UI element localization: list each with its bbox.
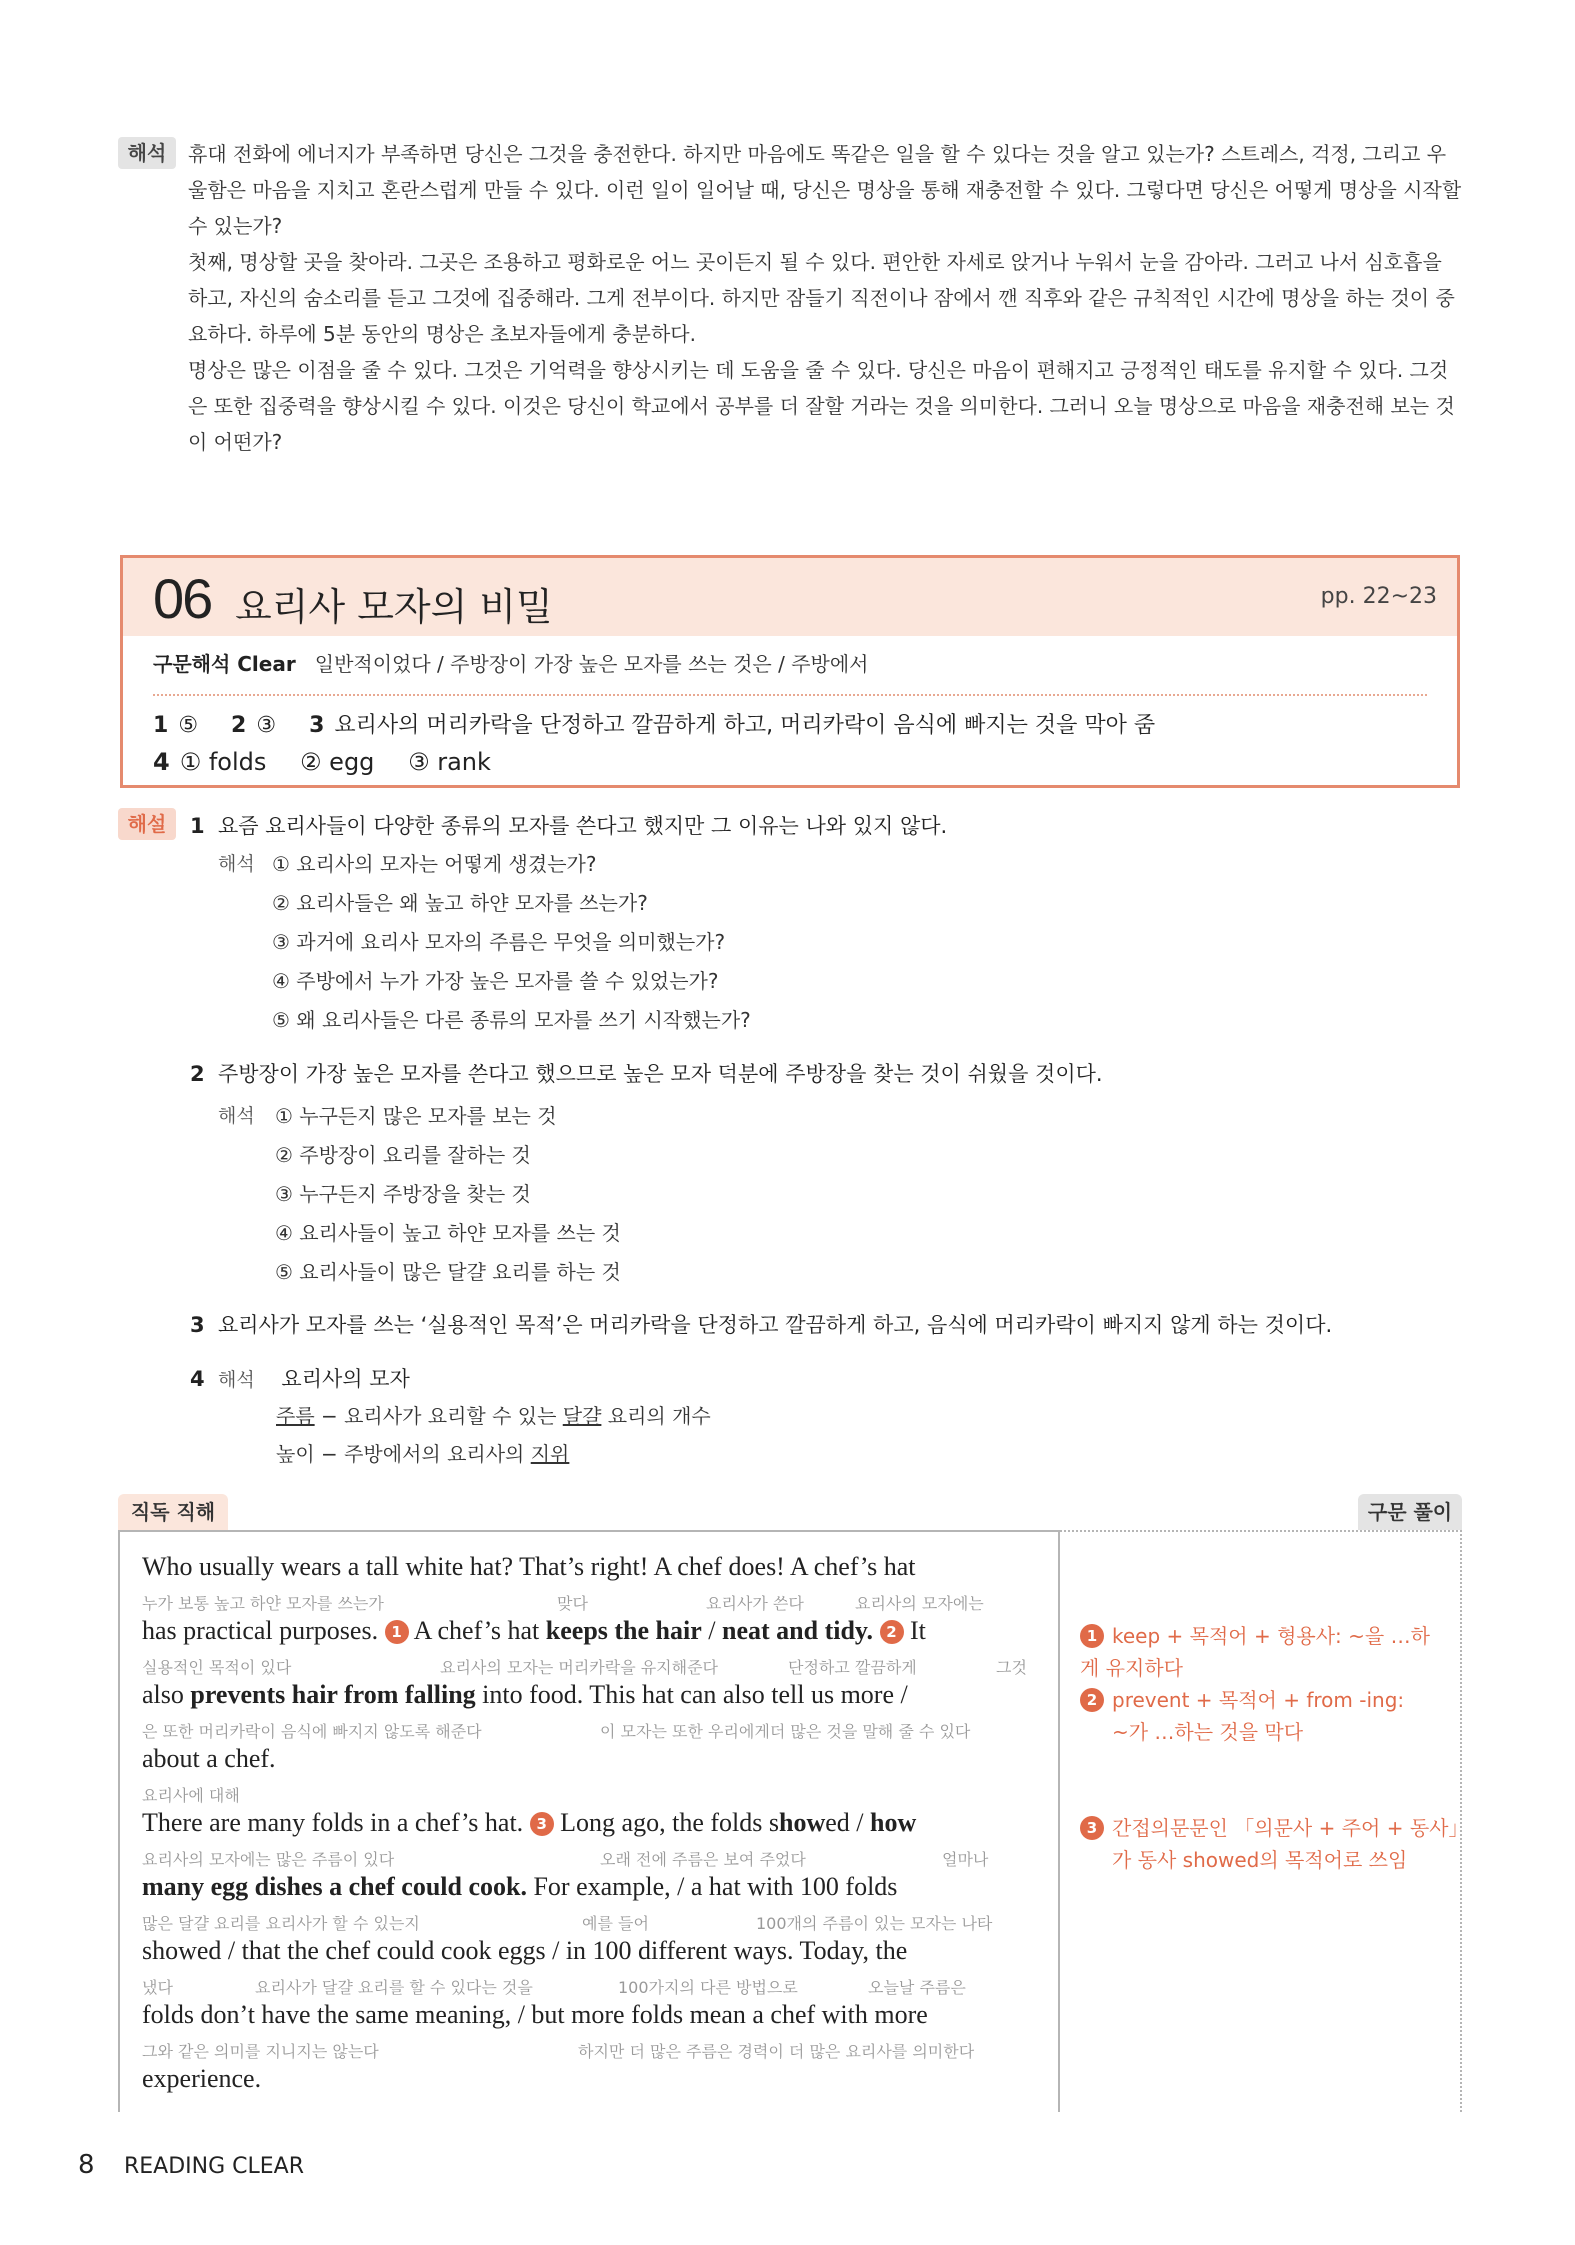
reading-text: experience.: [142, 2064, 262, 2093]
q2-option: ⑤ 요리사들이 많은 달걀 요리를 하는 것: [275, 1260, 621, 1284]
page-number: 8: [78, 2150, 95, 2180]
reading-text: ed /: [825, 1808, 870, 1837]
answer-number: 1: [153, 713, 169, 738]
q2-explanation: [190, 1058, 1103, 1088]
gloss: 요리사의 모자는 머리카락을 유지해준다: [440, 1658, 719, 1677]
q1-explanation: [190, 810, 947, 840]
reading-text: prevents hair from falling: [190, 1680, 476, 1709]
note-marker: 3: [530, 1812, 554, 1836]
answer-value: 요리사의 머리카락을 단정하고 깔끔하게 하고, 머리카락이 음식에 빠지는 것을 막아 줌: [334, 713, 1156, 738]
translation-paragraph: 휴대 전화에 에너지가 부족하면 당신은 그것을 충전한다. 하지만 마음에도 똑같은 일을 할 수 있다는 것을 알고 있는가? 스트레스, 걱정, 그리고 우울함은 마음을 지치고 혼란스럽게 만들 수 있다. 이런 일이 일어날 때, 당신은 명상을 통해 재충전할 수 있다. 그렇다면 당신은 어떻게 명상을 시작할 수 있는가?: [188, 142, 1462, 238]
translation-paragraph: 첫째, 명상할 곳을 찾아라. 그곳은 조용하고 평화로운 어느 곳이든지 될 수 있다. 편안한 자세로 앉거나 누워서 눈을 감아라. 그러고 나서 심호흡을 하고, 자신의 숨소리를 듣고 그것에 집중해라. 그게 전부이다. 하지만 잠들기 직전이나 잠에서 깬 직후와 같은 규칙적인 시간에 명상을 하는 것이 중요하다. 하루에 5분 동안의 명상은 초보자들에게 충분하다.: [188, 250, 1455, 346]
reading-line-9: [142, 2064, 261, 2094]
question-number: 1: [190, 814, 205, 838]
syntax-note-3: [1080, 1812, 1468, 1876]
reading-text: many egg dishes a chef could cook.: [142, 1872, 527, 1901]
reading-text: also: [142, 1680, 191, 1709]
reading-line-7: [142, 1936, 907, 1966]
gloss: 맞다: [557, 1594, 588, 1613]
gloss: 실용적인 목적이 있다: [142, 1658, 292, 1677]
reading-text: There are many folds in a chef’s hat.: [142, 1808, 530, 1837]
answer-number: 3: [309, 713, 325, 738]
q2-option: ② 주방장이 요리를 잘하는 것: [275, 1143, 531, 1167]
translation-label: 해석: [218, 853, 255, 875]
dotted-divider: [153, 694, 1427, 696]
note-text: prevent + 목적어 + from -ing:: [1112, 1688, 1405, 1712]
reading-line-8: [142, 2000, 928, 2030]
answer-value: ② egg: [300, 748, 375, 776]
q1-option: ④ 주방에서 누가 가장 높은 모자를 쓸 수 있었는가?: [272, 969, 719, 993]
question-number: 3: [190, 1313, 205, 1337]
question-text: 요즘 요리사들이 다양한 종류의 모자를 쓴다고 했지만 그 이유는 나와 있지 않다.: [217, 814, 948, 838]
answer-value: ⑤: [178, 713, 199, 738]
gloss: 100가지의 다른 방법으로: [618, 1978, 798, 1997]
gloss: 냈다: [142, 1978, 173, 1997]
syntax-note-1: [1080, 1620, 1430, 1684]
q4-blank-word: 달걀: [562, 1404, 602, 1428]
answer-number: 4: [153, 748, 170, 776]
section-title-bar: [123, 558, 1457, 636]
q4-text: − 요리사가 요리할 수 있는: [314, 1404, 563, 1428]
gloss: 오늘날 주름은: [868, 1978, 966, 1997]
reading-text: how: [870, 1808, 917, 1837]
question-number: 4: [190, 1367, 205, 1391]
q4-blank-word: 지위: [530, 1442, 570, 1466]
explanation-tag: 해설: [118, 808, 176, 840]
translation-label: 해석: [217, 1369, 255, 1391]
reading-line-5: [142, 1808, 916, 1838]
gloss: 요리사가 쓴다: [706, 1594, 804, 1613]
answer-value: ③: [256, 713, 277, 738]
gloss: 이 모자는 또한 우리에게더 많은 것을 말해 줄 수 있다: [600, 1722, 971, 1741]
reading-line-6: [142, 1872, 897, 1902]
answer-value: ① folds: [179, 748, 267, 776]
answer-row-2: [153, 748, 491, 776]
note-text: ~가 …하는 것을 막다: [1112, 1720, 1304, 1744]
translation-paragraph: 명상은 많은 이점을 줄 수 있다. 그것은 기억력을 향상시키는 데 도움을 줄 수 있다. 당신은 마음이 편해지고 긍정적인 태도를 유지할 수 있다. 그것은 또한 집중력을 향상시킬 수 있다. 이것은 당신이 학교에서 공부를 더 잘할 거라는 것을 의미한다. 그러니 오늘 명상으로 마음을 재충전해 보는 것이 어떤가?: [188, 358, 1455, 454]
reading-line-1: [142, 1552, 916, 1582]
note-marker: 3: [1080, 1816, 1104, 1840]
q3-explanation: [190, 1309, 1332, 1339]
reading-text: folds don’t have the same meaning, / but more folds mean a chef with more: [142, 2000, 928, 2029]
q4-explanation: [190, 1363, 410, 1393]
reading-text: Long ago, the folds s: [553, 1808, 779, 1837]
reading-line-4: [142, 1744, 276, 1774]
reading-text: about a chef.: [142, 1744, 276, 1773]
answer-value: ③ rank: [408, 748, 491, 776]
gloss: 하지만 더 많은 주름은 경력이 더 많은 요리사를 의미한다: [578, 2042, 975, 2061]
q2-option: ③ 누구든지 주방장을 찾는 것: [275, 1182, 531, 1206]
reading-line-2: [142, 1616, 926, 1646]
gloss: 요리사에 대해: [142, 1786, 240, 1805]
gloss: 그것: [996, 1658, 1027, 1677]
translation-text: [188, 136, 1462, 460]
gloss: 얼마나: [942, 1850, 989, 1869]
reading-text: keeps the hair: [545, 1616, 702, 1645]
clear-summary: [153, 648, 868, 677]
gloss: 예를 들어: [582, 1914, 649, 1933]
q2-option: ① 누구든지 많은 모자를 보는 것: [275, 1104, 557, 1128]
note-text: 게 유지하다: [1080, 1656, 1183, 1680]
clear-text: 일반적이었다 / 주방장이 가장 높은 모자를 쓰는 것은 / 주방에서: [314, 652, 869, 676]
note-marker: 2: [1080, 1688, 1104, 1712]
q1-option: ③ 과거에 요리사 모자의 주름은 무엇을 의미했는가?: [272, 930, 726, 954]
note-text: 간접의문문인 「의문사 + 주어 + 동사」: [1112, 1816, 1469, 1840]
section-number: 06: [153, 567, 212, 630]
note-marker: 1: [385, 1620, 409, 1644]
q4-text: 높이 − 주방에서의 요리사의: [276, 1442, 531, 1466]
section-header-box: [120, 555, 1460, 788]
reading-text: showed / that the chef could cook eggs / in 100 different ways. Today, the: [142, 1936, 908, 1965]
translation-tag: 해석: [118, 137, 176, 169]
direct-reading-tab: 직독 직해: [118, 1494, 228, 1530]
gloss: 단정하고 깔끔하게: [788, 1658, 917, 1677]
q4-blank-word: 주름: [276, 1404, 315, 1428]
question-number: 2: [190, 1062, 205, 1086]
note-text: 가 동사 showed의 목적어로 쓰임: [1112, 1848, 1408, 1872]
q4-line-height: [276, 1438, 569, 1467]
gloss: 요리사의 모자에는: [855, 1594, 984, 1613]
question-text: 요리사가 모자를 쓰는 ‘실용적인 목적’은 머리카락을 단정하고 깔끔하게 하고, 음식에 머리카락이 빠지지 않게 하는 것이다.: [217, 1313, 1333, 1337]
gloss: 그와 같은 의미를 지니지는 않는다: [142, 2042, 379, 2061]
reading-text: For example, / a hat with 100 folds: [526, 1872, 898, 1901]
reading-text: [873, 1616, 880, 1645]
note-marker: 2: [880, 1620, 904, 1644]
reading-text: /: [701, 1616, 723, 1645]
reading-line-3: [142, 1680, 908, 1710]
syntax-notes-tab: 구문 풀이: [1358, 1494, 1462, 1530]
reading-text: how: [778, 1808, 826, 1837]
q4-line-folds: [276, 1400, 711, 1429]
q4-text: 요리의 개수: [601, 1404, 711, 1428]
gloss: 100개의 주름이 있는 모자는 나타: [756, 1914, 993, 1933]
book-title: READING CLEAR: [124, 2154, 305, 2179]
translation-label: 해석: [218, 1105, 255, 1127]
reading-text: A chef’s hat: [408, 1616, 546, 1645]
gloss: 요리사가 달걀 요리를 할 수 있다는 것을: [255, 1978, 533, 1997]
q4-title: 요리사의 모자: [281, 1367, 410, 1391]
clear-label: 구문해석 Clear: [153, 652, 296, 676]
gloss: 오래 전에 주름은 보여 주었다: [600, 1850, 806, 1869]
answer-number: 2: [231, 713, 247, 738]
q1-option: ⑤ 왜 요리사들은 다른 종류의 모자를 쓰기 시작했는가?: [272, 1008, 751, 1032]
q1-option: ① 요리사의 모자는 어떻게 생겼는가?: [272, 852, 597, 876]
note-marker: 1: [1080, 1624, 1104, 1648]
gloss: 많은 달걀 요리를 요리사가 할 수 있는지: [142, 1914, 420, 1933]
section-pages: pp. 22~23: [1320, 584, 1437, 609]
gloss: 은 또한 머리카락이 음식에 빠지지 않도록 해준다: [142, 1722, 482, 1741]
q1-option: ② 요리사들은 왜 높고 하얀 모자를 쓰는가?: [272, 891, 648, 915]
syntax-note-2: [1080, 1684, 1404, 1748]
reading-text: neat and tidy.: [722, 1616, 874, 1645]
note-text: keep + 목적어 + 형용사: ~을 …하: [1112, 1624, 1430, 1648]
reading-text: It: [903, 1616, 926, 1645]
reading-text: has practical purposes.: [142, 1616, 385, 1645]
answer-row-1: [153, 708, 1155, 739]
reading-text: into food. This hat can also tell us more /: [475, 1680, 908, 1709]
question-text: 주방장이 가장 높은 모자를 쓴다고 했으므로 높은 모자 덕분에 주방장을 찾는 것이 쉬웠을 것이다.: [217, 1062, 1103, 1086]
section-title: 요리사 모자의 비밀: [235, 585, 553, 629]
reading-text: Who usually wears a tall white hat? That’s right! A chef does! A chef’s hat: [142, 1552, 916, 1581]
gloss: 요리사의 모자에는 많은 주름이 있다: [142, 1850, 395, 1869]
gloss: 누가 보통 높고 하얀 모자를 쓰는가: [142, 1594, 384, 1613]
q2-option: ④ 요리사들이 높고 하얀 모자를 쓰는 것: [275, 1221, 621, 1245]
